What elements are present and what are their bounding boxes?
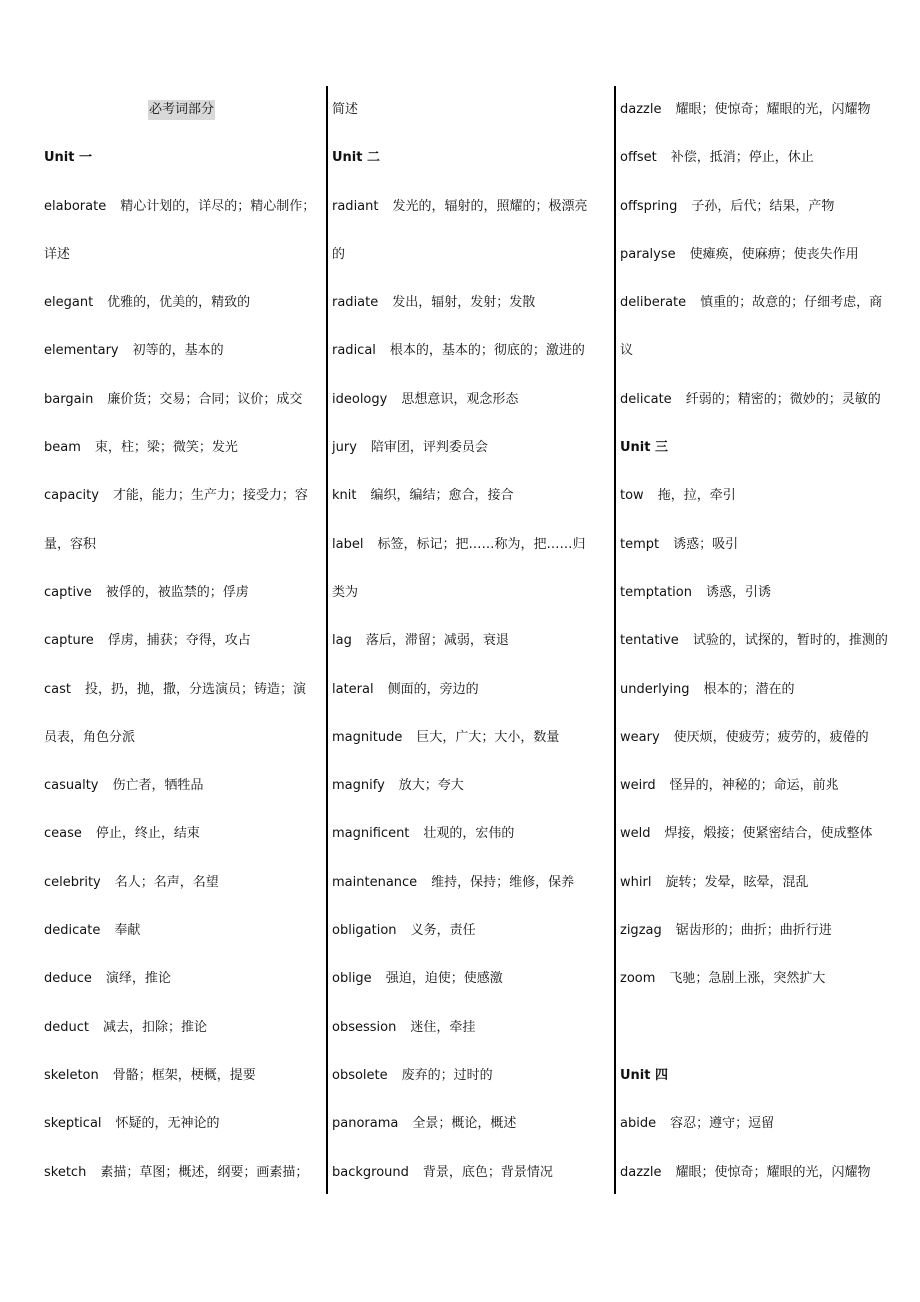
vocab-word: bargain [44,391,94,407]
vocab-word: maintenance [332,874,418,890]
continuation-line [332,86,614,134]
vocab-word: elaborate [44,198,107,214]
vocab-definition: 背景，底色；背景情况 [422,1164,553,1180]
vocab-definition: 停止，终止，结束 [95,826,200,842]
vocab-definition: 思想意识，观念形态 [401,391,519,407]
vocab-definition: 焊接，煅接；使紧密结合，使成整体 [664,826,873,842]
continuation-line [44,231,326,279]
vocab-entry [44,1052,326,1100]
vocab-word: paralyse [620,246,676,262]
vocab-entry [332,327,614,375]
vocab-word: obsolete [332,1067,388,1083]
continuation-text: 量，容积 [44,536,97,552]
vocab-entry [44,1004,326,1052]
vocab-word: background [332,1164,409,1180]
vocab-definition: 壮观的，宏伟的 [423,826,515,842]
unit-heading [620,1052,910,1100]
vocab-definition: 纤弱的；精密的；微妙的；灵敏的 [685,391,881,407]
vocab-word: deduce [44,971,92,987]
vocab-entry [332,666,614,714]
continuation-line [44,714,326,762]
vocab-entry [620,907,910,955]
vocab-definition: 慎重的；故意的；仔细考虑，商 [700,295,883,311]
vocab-word: underlying [620,681,690,697]
vocab-word: magnify [332,778,385,794]
vocab-word: knit [332,488,357,504]
vocab-definition: 使厌烦，使疲劳；疲劳的，疲倦的 [673,729,869,745]
vocab-word: radical [332,343,376,359]
vocab-definition: 试验的，试探的，暂时的，推测的 [692,633,888,649]
vocab-entry [332,424,614,472]
vocab-word: oblige [332,971,372,987]
vocab-word: abide [620,1116,657,1132]
vocab-entry [620,762,910,810]
vocab-entry [332,1100,614,1148]
vocab-entry [44,424,326,472]
vocab-definition: 素描；草图；概述，纲要；画素描； [100,1164,309,1180]
vocab-definition: 旋转；发晕，眩晕，混乱 [665,874,809,890]
vocab-entry [44,472,326,520]
vocab-word: delicate [620,391,672,407]
vocab-definition: 容忍；遵守；逗留 [670,1116,775,1132]
column-1 [44,86,326,1197]
vocab-definition: 拖，拉，牵引 [657,488,736,504]
vocab-definition: 投，扔，抛，撒，分选演员；铸造；演 [84,681,306,697]
vocab-entry [620,183,910,231]
vocab-definition: 补偿，抵消；停止，休止 [670,150,814,166]
vocab-word: temptation [620,584,692,600]
vocab-word: radiant [332,198,379,214]
unit-heading [620,424,910,472]
vocab-entry [44,907,326,955]
vocab-entry [620,810,910,858]
unit-heading-text: Unit 四 [620,1067,669,1083]
vocab-word: dazzle [620,1164,662,1180]
vocab-entry [44,762,326,810]
vocab-definition: 废弃的；过时的 [401,1067,493,1083]
vocab-entry [620,521,910,569]
vocab-word: zoom [620,971,656,987]
vocab-entry [44,327,326,375]
vocab-word: magnificent [332,826,410,842]
vocab-definition: 维持，保持；维修，保养 [431,874,575,890]
vocab-word: magnitude [332,729,403,745]
vocab-definition: 锯齿形的；曲折；曲折行进 [675,923,832,939]
vocab-definition: 义务，责任 [410,923,476,939]
vocab-definition: 编织，编结；愈合，接合 [370,488,514,504]
vocab-word: tempt [620,536,660,552]
vocab-entry [620,569,910,617]
vocab-entry [332,907,614,955]
vocab-word: sketch [44,1164,87,1180]
column-3 [620,86,910,1197]
vocab-word: radiate [332,295,379,311]
vocab-entry [620,617,910,665]
vocab-word: capture [44,633,94,649]
vocab-entry [332,617,614,665]
vocab-definition: 奉献 [114,923,141,939]
vocab-entry [332,1149,614,1197]
vocab-word: lag [332,633,352,649]
vocab-word: weird [620,778,656,794]
column-divider-1 [326,86,328,1194]
vocab-definition: 怪异的，神秘的；命运，前兆 [669,778,839,794]
page-title-row [44,86,326,134]
vocab-entry [332,762,614,810]
vocab-entry [620,714,910,762]
vocab-definition: 迷住，牵挂 [410,1019,476,1035]
vocab-definition: 耀眼；使惊奇；耀眼的光，闪耀物 [675,1164,871,1180]
continuation-line [44,521,326,569]
vocab-word: skeleton [44,1067,99,1083]
vocab-definition: 俘虏，捕获；夺得，攻占 [107,633,251,649]
vocab-definition: 才能，能力；生产力；接受力；容 [112,488,308,504]
vocab-definition: 飞驰；急剧上涨，突然扩大 [669,971,826,987]
vocab-word: tow [620,488,644,504]
vocab-definition: 发光的，辐射的，照耀的；极漂亮 [392,198,588,214]
vocab-definition: 使瘫痪，使麻痹；使丧失作用 [689,246,859,262]
vocab-definition: 优雅的，优美的，精致的 [107,295,251,311]
vocab-definition: 束，柱；梁；微笑；发光 [94,440,238,456]
vocab-definition: 初等的，基本的 [132,343,224,359]
vocab-entry [620,279,910,327]
vocab-word: tentative [620,633,679,649]
vocab-word: skeptical [44,1116,102,1132]
vocab-definition: 放大；夸大 [398,778,464,794]
vocab-definition: 精心计划的，详尽的；精心制作； [120,198,316,214]
vocab-word: celebrity [44,874,101,890]
vocab-word: elegant [44,295,94,311]
vocab-entry [620,666,910,714]
vocab-entry [332,810,614,858]
vocab-definition: 怀疑的，无神论的 [115,1116,220,1132]
vocab-entry [620,231,910,279]
vocab-entry [44,1100,326,1148]
vocab-entry [332,183,614,231]
vocab-word: dedicate [44,923,101,939]
vocab-entry [332,279,614,327]
vocab-word: dazzle [620,102,662,117]
page-title: 必考词部分 [148,100,215,120]
vocab-entry [44,810,326,858]
vocab-word: obligation [332,923,397,939]
vocab-word: whirl [620,874,652,890]
continuation-text: 议 [620,343,634,359]
vocab-word: panorama [332,1116,399,1132]
column-2 [332,86,614,1197]
vocab-word: casualty [44,778,99,794]
vocab-word: deliberate [620,295,687,311]
vocab-entry [620,86,910,134]
vocab-definition: 骨骼；框架，梗概，提要 [112,1067,256,1083]
vocab-definition: 诱惑；吸引 [673,536,739,552]
vocab-word: lateral [332,681,374,697]
vocab-entry [332,1004,614,1052]
unit-heading [44,134,326,182]
vocab-word: obsession [332,1019,397,1035]
vocab-word: offset [620,150,657,166]
vocab-entry [44,279,326,327]
unit-heading-text: Unit 一 [44,150,93,166]
vocab-definition: 全景；概论，概述 [412,1116,517,1132]
vocab-word: captive [44,584,92,600]
continuation-line [332,231,614,279]
vocab-definition: 演绎，推论 [105,971,171,987]
vocab-entry [620,134,910,182]
vocab-word: weld [620,826,651,842]
vocab-word: ideology [332,391,388,407]
vocab-entry [620,376,910,424]
vocab-entry [44,955,326,1003]
vocab-definition: 发出，辐射，发射；发散 [392,295,536,311]
vocab-definition: 根本的；潜在的 [703,681,795,697]
vocab-definition: 落后，滞留；减弱，衰退 [365,633,509,649]
vocab-entry [44,569,326,617]
vocab-entry [620,1100,910,1148]
vocab-word: cast [44,681,71,697]
continuation-text: 详述 [44,246,71,262]
vocab-entry [620,1149,910,1197]
vocab-word: capacity [44,488,99,504]
vocab-word: elementary [44,343,119,359]
continuation-text: 员表，角色分派 [44,729,136,745]
vocab-definition: 子孙，后代；结果，产物 [691,198,835,214]
vocab-word: label [332,536,364,552]
vocab-definition: 诱惑，引诱 [705,584,771,600]
vocab-entry [44,376,326,424]
vocab-word: jury [332,440,357,456]
blank-line [620,1004,910,1052]
continuation-line [332,569,614,617]
vocab-definition: 根本的，基本的；彻底的；激进的 [389,343,585,359]
vocab-definition: 耀眼；使惊奇；耀眼的光，闪耀物 [675,102,871,117]
vocab-entry [332,376,614,424]
vocab-definition: 巨大，广大；大小，数量 [416,729,560,745]
vocab-definition: 减去，扣除；推论 [103,1019,208,1035]
vocab-entry [332,714,614,762]
vocab-entry [332,955,614,1003]
vocab-definition: 伤亡者，牺牲品 [112,778,204,794]
vocab-entry [332,472,614,520]
vocab-definition: 强迫，迫使；使感激 [385,971,503,987]
continuation-text: 简述 [332,102,359,117]
unit-heading-text: Unit 二 [332,150,381,166]
vocab-word: offspring [620,198,678,214]
continuation-line [620,327,910,375]
vocab-word: beam [44,440,81,456]
vocab-entry [44,1149,326,1197]
vocab-entry [44,666,326,714]
continuation-text: 的 [332,246,346,262]
vocab-entry [620,955,910,1003]
unit-heading [332,134,614,182]
vocab-definition: 廉价货；交易；合同；议价；成交 [107,391,303,407]
vocab-entry [620,472,910,520]
vocab-entry [332,1052,614,1100]
vocab-word: deduct [44,1019,89,1035]
continuation-text: 类为 [332,584,359,600]
vocab-definition: 名人；名声，名望 [114,874,219,890]
unit-heading-text: Unit 三 [620,440,669,456]
vocab-word: weary [620,729,660,745]
vocab-word: cease [44,826,82,842]
vocab-entry [44,183,326,231]
vocab-entry [44,617,326,665]
vocab-entry [620,859,910,907]
vocab-definition: 标签，标记；把……称为，把……归 [377,536,586,552]
vocab-definition: 侧面的，旁边的 [387,681,479,697]
vocab-entry [332,521,614,569]
vocab-entry [332,859,614,907]
vocab-definition: 陪审团，评判委员会 [370,440,488,456]
vocab-word: zigzag [620,923,662,939]
column-divider-2 [614,86,616,1194]
vocab-entry [44,859,326,907]
vocab-definition: 被俘的，被监禁的；俘虏 [105,584,249,600]
